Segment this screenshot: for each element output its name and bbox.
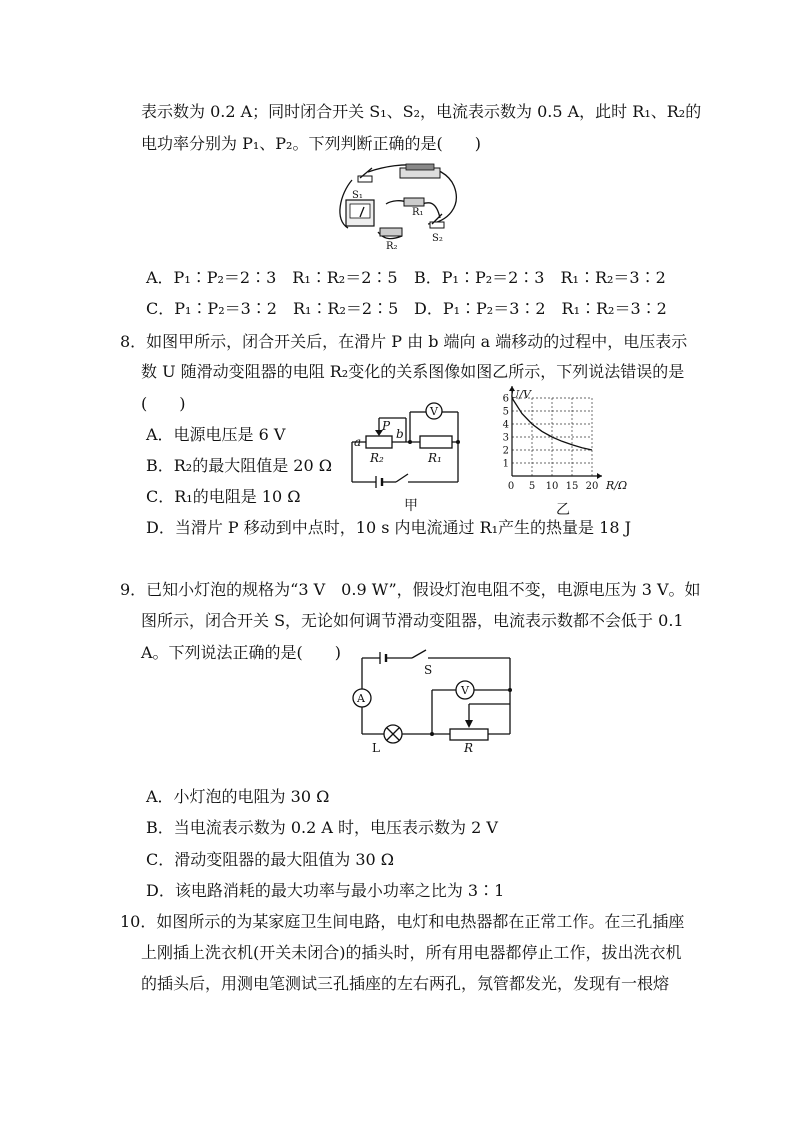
q8-stem-line2: 数 U 随滑动变阻器的电阻 R₂变化的关系图像如图乙所示，下列说法错误的是	[141, 362, 685, 381]
q7-label-s1: S₁	[352, 190, 363, 201]
q7-stem-line1: 表示数为 0.2 A；同时闭合开关 S₁、S₂，电流表示数为 0.5 A，此时 R₁、R₂的	[141, 102, 702, 121]
q8-stem-line1: 8．如图甲所示，闭合开关后，在滑片 P 由 b 端向 a 端移动的过程中，电压表示	[120, 332, 688, 351]
q7-ammeter	[346, 200, 374, 226]
q9-voltmeter-label: V	[461, 684, 469, 697]
q7-resistor-r1	[404, 198, 424, 206]
q9-option-a: A．小灯泡的电阻为 30 Ω	[146, 787, 330, 806]
q7-option-b: B．P₁∶P₂＝2∶3 R₁∶R₂＝3∶2	[414, 268, 666, 287]
y-tick-label: 6	[502, 393, 509, 405]
q7-switch-s1	[358, 168, 372, 182]
q8-option-a: A．电源电压是 6 V	[146, 425, 286, 444]
q9-stem-line1: 9．已知小灯泡的规格为“3 V 0.9 W”，假设灯泡电阻不变，电源电压为 3 V。如	[120, 580, 701, 599]
q8-stem-line3: ( )	[141, 394, 186, 413]
q8-label-b: b	[396, 427, 404, 441]
q7-circuit-figure	[332, 160, 464, 252]
q9-stem-line3: A。下列说法正确的是( )	[141, 643, 342, 662]
q8-option-c: C．R₁的电阻是 10 Ω	[146, 487, 301, 506]
q9-label-s: S	[424, 663, 433, 677]
q9-option-b: B．当电流表示数为 0.2 A 时，电压表示数为 2 V	[146, 818, 498, 837]
q10-stem-line1: 10．如图所示的为某家庭卫生间电路，电灯和电热器都在正常工作。在三孔插座	[120, 912, 685, 931]
x-axis-arrow	[597, 473, 602, 479]
q8-label-p: P	[382, 419, 391, 433]
x-tick-label: 5	[528, 481, 536, 492]
q7-option-c: C．P₁∶P₂＝3∶2 R₁∶R₂＝2∶5	[146, 299, 399, 318]
q9-label-r: R	[464, 741, 474, 755]
q9-option-c: C．滑动变阻器的最大阻值为 30 Ω	[146, 850, 395, 869]
chart-caption-yi: 乙	[556, 502, 570, 518]
y-tick-label: 4	[502, 419, 509, 431]
chart-xlabel: R/Ω	[606, 479, 628, 492]
q7-label-r1: R₁	[412, 207, 424, 218]
q10-stem-line2: 上刚插上洗衣机(开关未闭合)的插头时，所有用电器都停止工作，拔出洗衣机	[141, 943, 682, 962]
chart-ticks	[503, 394, 599, 493]
q8-label-r1: R₁	[428, 451, 442, 465]
q7-label-r2: R₂	[386, 241, 398, 252]
q7-stem-line2: 电功率分别为 P₁、P₂。下列判断正确的是( )	[141, 134, 481, 153]
x-tick-label: 15	[565, 481, 579, 492]
q7-battery	[400, 164, 440, 178]
y-tick-label: 2	[502, 445, 509, 457]
x-tick-label: 10	[545, 481, 559, 492]
chart-ylabel: U/V	[510, 388, 531, 401]
x-tick-label: 0	[507, 481, 515, 492]
q9-ammeter-label: A	[357, 692, 365, 705]
q9-stem-line2: 图所示，闭合开关 S，无论如何调节滑动变阻器，电流表示数都不会低于 0.1	[141, 611, 684, 630]
q8-chart-yi	[500, 386, 630, 520]
y-tick-label: 3	[502, 432, 509, 444]
q8-label-r2: R₂	[370, 451, 384, 465]
q8-caption-jia: 甲	[404, 498, 418, 514]
q8-option-d: D．当滑片 P 移动到中点时，10 s 内电流通过 R₁产生的热量是 18 J	[146, 518, 632, 537]
q8-option-b: B．R₂的最大阻值是 20 Ω	[146, 456, 333, 475]
q7-resistor-r2	[380, 228, 402, 236]
q10-stem-line3: 的插头后，用测电笔测试三孔插座的左右两孔，氖管都发光，发现有一根熔	[141, 974, 670, 993]
y-tick-label: 1	[502, 458, 509, 470]
q9-circuit-figure	[340, 650, 524, 754]
q8-circuit-figure-jia	[346, 398, 476, 516]
q8-voltmeter-label: V	[430, 405, 438, 418]
q7-switch-s2	[430, 214, 444, 228]
q9-label-l: L	[372, 741, 380, 755]
q7-option-a: A．P₁∶P₂＝2∶3 R₁∶R₂＝2∶5	[146, 268, 398, 287]
y-tick-label: 5	[502, 406, 509, 418]
q7-label-s2: S₂	[432, 233, 443, 244]
q7-option-d: D．P₁∶P₂＝3∶2 R₁∶R₂＝3∶2	[414, 299, 667, 318]
q9-option-d: D．该电路消耗的最大功率与最小功率之比为 3∶1	[146, 881, 505, 900]
x-tick-label: 20	[585, 481, 599, 492]
q8-label-a: a	[354, 435, 362, 449]
